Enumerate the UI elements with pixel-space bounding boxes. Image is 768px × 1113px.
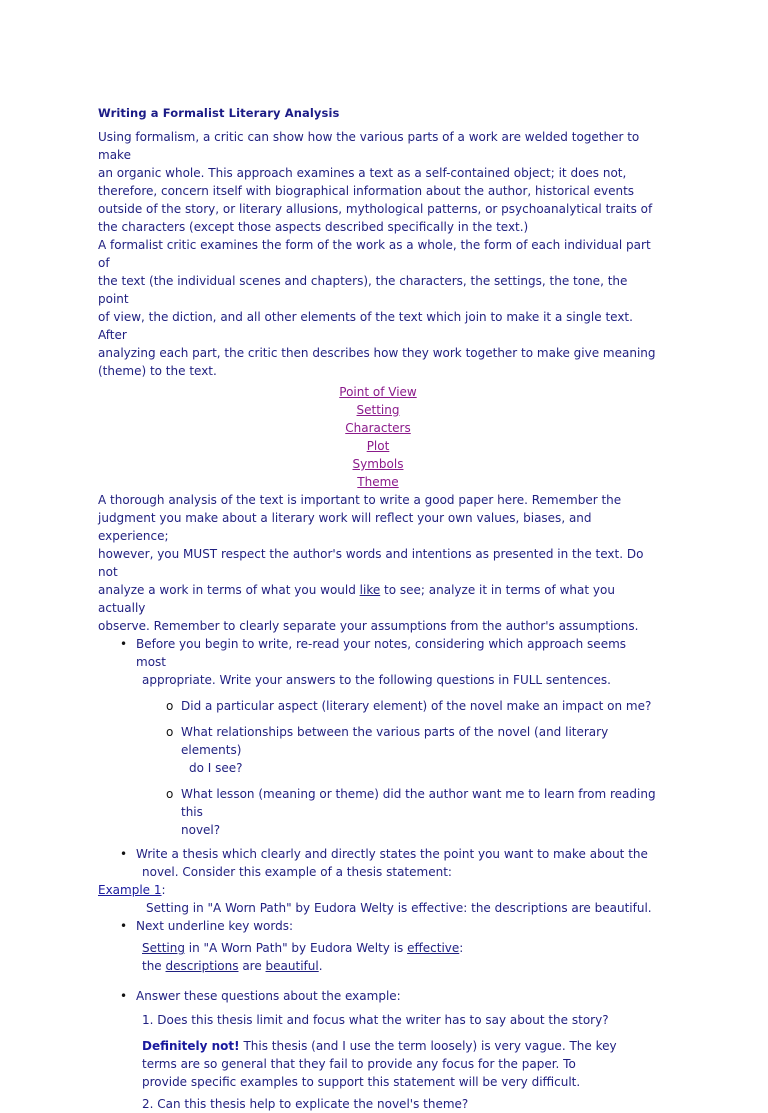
list-item [98, 917, 658, 975]
list-item [98, 635, 658, 839]
analysis-line: to see; analyze it in terms of what you actually [98, 583, 615, 615]
analysis-line: observe. Remember to clearly separate your assumptions from the author's assumptions. [98, 619, 639, 633]
keyword-effective: effective [407, 941, 460, 955]
analysis-line: analyze a work in terms of what you would [98, 583, 360, 597]
question-text: Did a particular aspect (literary element) of the novel make an impact on me? [181, 699, 652, 713]
example-text: are [238, 959, 266, 973]
list-item [98, 845, 658, 881]
intro-line: the text (the individual scenes and chapters), the characters, the settings, the tone, the point [98, 274, 628, 306]
intro-line: the characters (except those aspects described specifically in the text.) [98, 220, 529, 234]
underlined-example [136, 939, 658, 975]
circle-bullet-icon: o [166, 787, 174, 801]
keyword-beautiful: beautiful [265, 959, 319, 973]
example-1-link[interactable]: Example 1 [98, 883, 162, 897]
document-body [98, 104, 658, 1113]
answer-1 [136, 1037, 658, 1091]
example-text: the [142, 959, 166, 973]
intro-line: therefore, concern itself with biographical information about the author, historical events [98, 184, 635, 198]
bullet-line: Next underline key words: [136, 919, 293, 933]
link-point-of-view[interactable]: Point of View [339, 385, 417, 399]
intro-line: analyzing each part, the critic then describes how they work together to make give meaning [98, 346, 656, 360]
question-item [136, 785, 658, 839]
question-text: What relationships between the various parts of the novel (and literary elements) [181, 725, 609, 757]
question-text: do I see? [189, 761, 243, 775]
bullet-line: Answer these questions about the example: [136, 989, 401, 1003]
instruction-list-2 [98, 917, 658, 1113]
intro-line: outside of the story, or literary allusions, mythological patterns, or psychoanalytical traits of [98, 202, 653, 216]
question-1: 1. Does this thesis limit and focus what the writer has to say about the story? [142, 1013, 609, 1027]
example-text: in "A Worn Path" by Eudora Welty is [184, 941, 408, 955]
bullet-line: appropriate. Write your answers to the following questions in FULL sentences. [142, 673, 611, 687]
intro-line: A formalist critic examines the form of the work as a whole, the form of each individual part of [98, 238, 651, 270]
question-item [136, 697, 658, 715]
intro-line: an organic whole. This approach examines a text as a self-contained object; it does not, [98, 166, 627, 180]
example-colon: : [161, 883, 166, 897]
circle-bullet-icon: o [166, 725, 174, 739]
bullet-line: Write a thesis which clearly and directly states the point you want to make about the [136, 847, 648, 861]
keyword-setting: Setting [142, 941, 185, 955]
bullet-line: novel. Consider this example of a thesis statement: [142, 865, 452, 879]
example-text: : [459, 941, 464, 955]
intro-line: (theme) to the text. [98, 364, 217, 378]
analysis-line: judgment you make about a literary work will reflect your own values, biases, and experience; [98, 511, 592, 543]
question-text: What lesson (meaning or theme) did the author want me to learn from reading this [181, 787, 656, 819]
analysis-paragraph [98, 491, 658, 635]
list-item [98, 987, 658, 1113]
link-characters[interactable]: Characters [345, 421, 411, 435]
answer-line: This thesis (and I use the term loosely) is very vague. The key [239, 1039, 617, 1053]
answer-line: terms are so general that they fail to provide any focus for the paper. To [142, 1057, 576, 1071]
example-text: . [318, 959, 323, 973]
intro-line: Using formalism, a critic can show how the various parts of a work are welded together to make [98, 130, 640, 162]
example-sentence: Setting in "A Worn Path" by Eudora Welty is effective: the descriptions are beautiful. [146, 901, 652, 915]
document-title: Writing a Formalist Literary Analysis [98, 106, 340, 120]
analysis-line: A thorough analysis of the text is important to write a good paper here. Remember the [98, 493, 622, 507]
intro-line: of view, the diction, and all other elements of the text which join to make it a single text. After [98, 310, 633, 342]
link-setting[interactable]: Setting [356, 403, 400, 417]
question-2: 2. Can this thesis help to explicate the novel's theme? [142, 1097, 469, 1111]
link-theme[interactable]: Theme [357, 475, 399, 489]
example-label-line [98, 881, 658, 899]
element-links [98, 383, 658, 491]
instruction-list [98, 635, 658, 881]
question-list [136, 697, 658, 839]
question-item [136, 723, 658, 777]
keyword-descriptions: descriptions [165, 959, 239, 973]
question-text: novel? [181, 823, 221, 837]
link-plot[interactable]: Plot [366, 439, 390, 453]
answer-line: provide specific examples to support this statement will be very difficult. [142, 1075, 581, 1089]
answer-emphasis: Definitely not! [142, 1039, 240, 1053]
bullet-line: Before you begin to write, re-read your notes, considering which approach seems most [136, 637, 627, 669]
link-symbols[interactable]: Symbols [352, 457, 404, 471]
like-underlined: like [359, 583, 381, 597]
analysis-line: however, you MUST respect the author's words and intentions as presented in the text. Do not [98, 547, 644, 579]
circle-bullet-icon: o [166, 699, 174, 713]
intro-paragraph [98, 128, 658, 380]
